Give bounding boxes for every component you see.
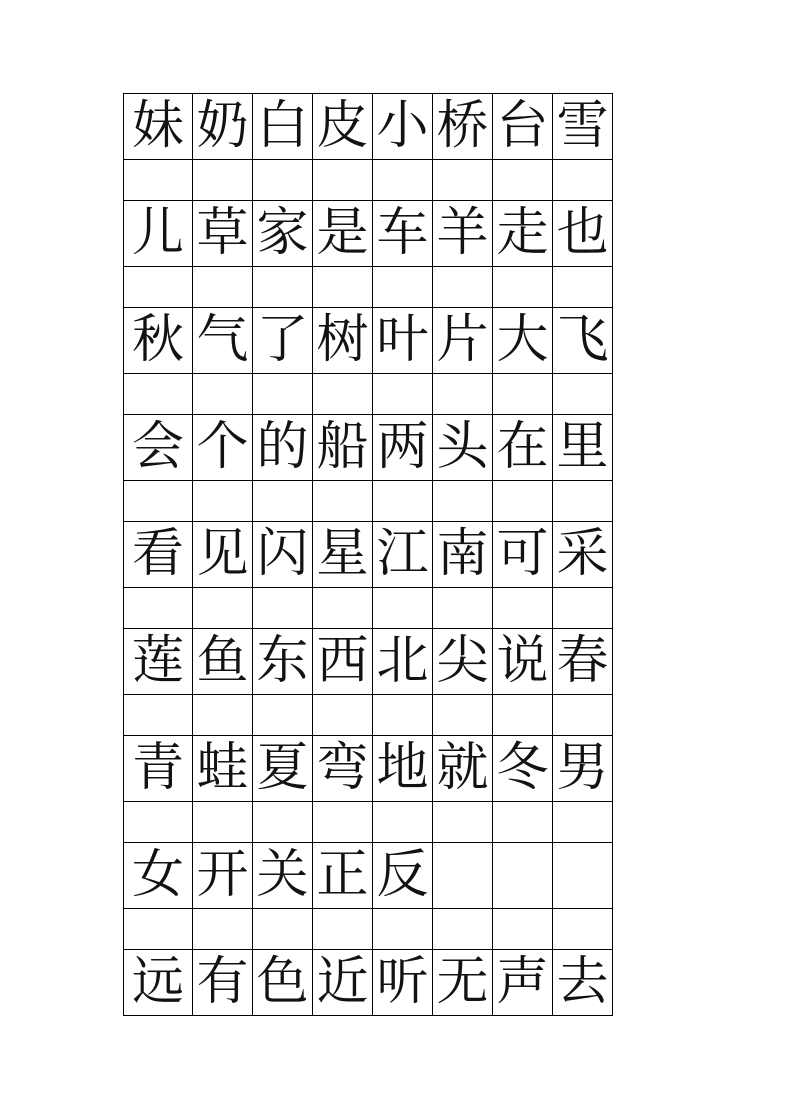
character-cell: 船 [313, 415, 373, 481]
spacer-cell [493, 802, 553, 843]
character-cell: 妹 [124, 94, 193, 160]
spacer-cell [193, 802, 253, 843]
character-cell: 近 [313, 950, 373, 1016]
character-cell: 西 [313, 629, 373, 695]
character-cell: 里 [553, 415, 613, 481]
spacer-row [124, 588, 613, 629]
spacer-cell [493, 160, 553, 201]
spacer-cell [373, 481, 433, 522]
spacer-cell [373, 695, 433, 736]
spacer-cell [313, 695, 373, 736]
spacer-cell [193, 374, 253, 415]
character-cell: 是 [313, 201, 373, 267]
character-cell: 关 [253, 843, 313, 909]
spacer-cell [553, 909, 613, 950]
spacer-cell [193, 267, 253, 308]
character-row [124, 736, 613, 802]
character-cell: 家 [253, 201, 313, 267]
spacer-cell [373, 374, 433, 415]
character-row [124, 950, 613, 1016]
character-cell: 在 [493, 415, 553, 481]
spacer-cell [553, 374, 613, 415]
character-cell: 南 [433, 522, 493, 588]
spacer-cell [313, 802, 373, 843]
empty-cell [493, 843, 553, 909]
character-cell: 闪 [253, 522, 313, 588]
character-cell: 反 [373, 843, 433, 909]
spacer-cell [493, 267, 553, 308]
character-row [124, 201, 613, 267]
spacer-cell [313, 481, 373, 522]
character-cell: 小 [373, 94, 433, 160]
character-cell: 车 [373, 201, 433, 267]
character-cell: 走 [493, 201, 553, 267]
character-cell: 奶 [193, 94, 253, 160]
character-cell: 采 [553, 522, 613, 588]
character-cell: 儿 [124, 201, 193, 267]
spacer-cell [433, 481, 493, 522]
spacer-cell [373, 267, 433, 308]
character-cell: 雪 [553, 94, 613, 160]
spacer-cell [433, 588, 493, 629]
spacer-cell [373, 160, 433, 201]
character-cell: 两 [373, 415, 433, 481]
character-cell: 飞 [553, 308, 613, 374]
character-cell: 莲 [124, 629, 193, 695]
spacer-cell [124, 160, 193, 201]
character-cell: 台 [493, 94, 553, 160]
character-cell: 声 [493, 950, 553, 1016]
character-row [124, 308, 613, 374]
character-cell: 秋 [124, 308, 193, 374]
spacer-cell [493, 481, 553, 522]
spacer-cell [493, 374, 553, 415]
character-cell: 弯 [313, 736, 373, 802]
character-cell: 可 [493, 522, 553, 588]
spacer-cell [313, 267, 373, 308]
spacer-cell [193, 481, 253, 522]
spacer-cell [373, 909, 433, 950]
character-cell: 地 [373, 736, 433, 802]
character-cell: 尖 [433, 629, 493, 695]
character-cell: 北 [373, 629, 433, 695]
spacer-cell [313, 909, 373, 950]
spacer-cell [253, 267, 313, 308]
character-cell: 星 [313, 522, 373, 588]
character-cell: 叶 [373, 308, 433, 374]
character-cell: 草 [193, 201, 253, 267]
spacer-cell [373, 802, 433, 843]
character-cell: 了 [253, 308, 313, 374]
character-cell: 羊 [433, 201, 493, 267]
spacer-cell [433, 695, 493, 736]
character-cell: 白 [253, 94, 313, 160]
spacer-row [124, 802, 613, 843]
character-practice-grid [123, 93, 613, 1016]
spacer-cell [253, 909, 313, 950]
character-row [124, 522, 613, 588]
spacer-row [124, 695, 613, 736]
character-cell: 就 [433, 736, 493, 802]
spacer-cell [253, 160, 313, 201]
character-cell: 看 [124, 522, 193, 588]
character-cell: 气 [193, 308, 253, 374]
spacer-cell [433, 802, 493, 843]
empty-cell [433, 843, 493, 909]
character-cell: 树 [313, 308, 373, 374]
character-cell: 去 [553, 950, 613, 1016]
spacer-cell [124, 909, 193, 950]
spacer-cell [193, 695, 253, 736]
character-row [124, 94, 613, 160]
spacer-cell [433, 267, 493, 308]
spacer-cell [493, 588, 553, 629]
spacer-cell [193, 160, 253, 201]
spacer-cell [433, 160, 493, 201]
spacer-row [124, 160, 613, 201]
spacer-row [124, 374, 613, 415]
character-cell: 鱼 [193, 629, 253, 695]
spacer-cell [253, 374, 313, 415]
spacer-cell [493, 695, 553, 736]
character-cell: 无 [433, 950, 493, 1016]
empty-cell [553, 843, 613, 909]
spacer-cell [313, 160, 373, 201]
character-cell: 远 [124, 950, 193, 1016]
character-cell: 蛙 [193, 736, 253, 802]
spacer-row [124, 481, 613, 522]
spacer-cell [124, 481, 193, 522]
spacer-cell [553, 588, 613, 629]
spacer-cell [433, 909, 493, 950]
character-cell: 的 [253, 415, 313, 481]
spacer-cell [124, 267, 193, 308]
spacer-cell [253, 802, 313, 843]
character-cell: 开 [193, 843, 253, 909]
character-cell: 东 [253, 629, 313, 695]
spacer-cell [253, 481, 313, 522]
character-cell: 见 [193, 522, 253, 588]
character-cell: 皮 [313, 94, 373, 160]
character-cell: 有 [193, 950, 253, 1016]
character-cell: 大 [493, 308, 553, 374]
spacer-cell [124, 695, 193, 736]
spacer-cell [193, 909, 253, 950]
character-cell: 夏 [253, 736, 313, 802]
spacer-cell [253, 588, 313, 629]
spacer-cell [124, 802, 193, 843]
character-cell: 桥 [433, 94, 493, 160]
character-cell: 也 [553, 201, 613, 267]
spacer-cell [373, 588, 433, 629]
spacer-row [124, 909, 613, 950]
spacer-cell [553, 695, 613, 736]
spacer-cell [313, 374, 373, 415]
character-cell: 听 [373, 950, 433, 1016]
character-cell: 片 [433, 308, 493, 374]
character-cell: 男 [553, 736, 613, 802]
spacer-cell [553, 802, 613, 843]
character-cell: 正 [313, 843, 373, 909]
character-cell: 说 [493, 629, 553, 695]
character-cell: 会 [124, 415, 193, 481]
spacer-cell [553, 160, 613, 201]
spacer-cell [193, 588, 253, 629]
character-row [124, 843, 613, 909]
character-cell: 色 [253, 950, 313, 1016]
spacer-cell [493, 909, 553, 950]
character-row [124, 415, 613, 481]
character-row [124, 629, 613, 695]
character-cell: 春 [553, 629, 613, 695]
character-cell: 青 [124, 736, 193, 802]
character-cell: 冬 [493, 736, 553, 802]
character-cell: 女 [124, 843, 193, 909]
character-cell: 江 [373, 522, 433, 588]
spacer-cell [553, 481, 613, 522]
spacer-cell [553, 267, 613, 308]
grid-body [124, 94, 613, 1016]
spacer-cell [124, 374, 193, 415]
character-cell: 头 [433, 415, 493, 481]
character-cell: 个 [193, 415, 253, 481]
spacer-cell [124, 588, 193, 629]
spacer-row [124, 267, 613, 308]
spacer-cell [313, 588, 373, 629]
spacer-cell [433, 374, 493, 415]
spacer-cell [253, 695, 313, 736]
